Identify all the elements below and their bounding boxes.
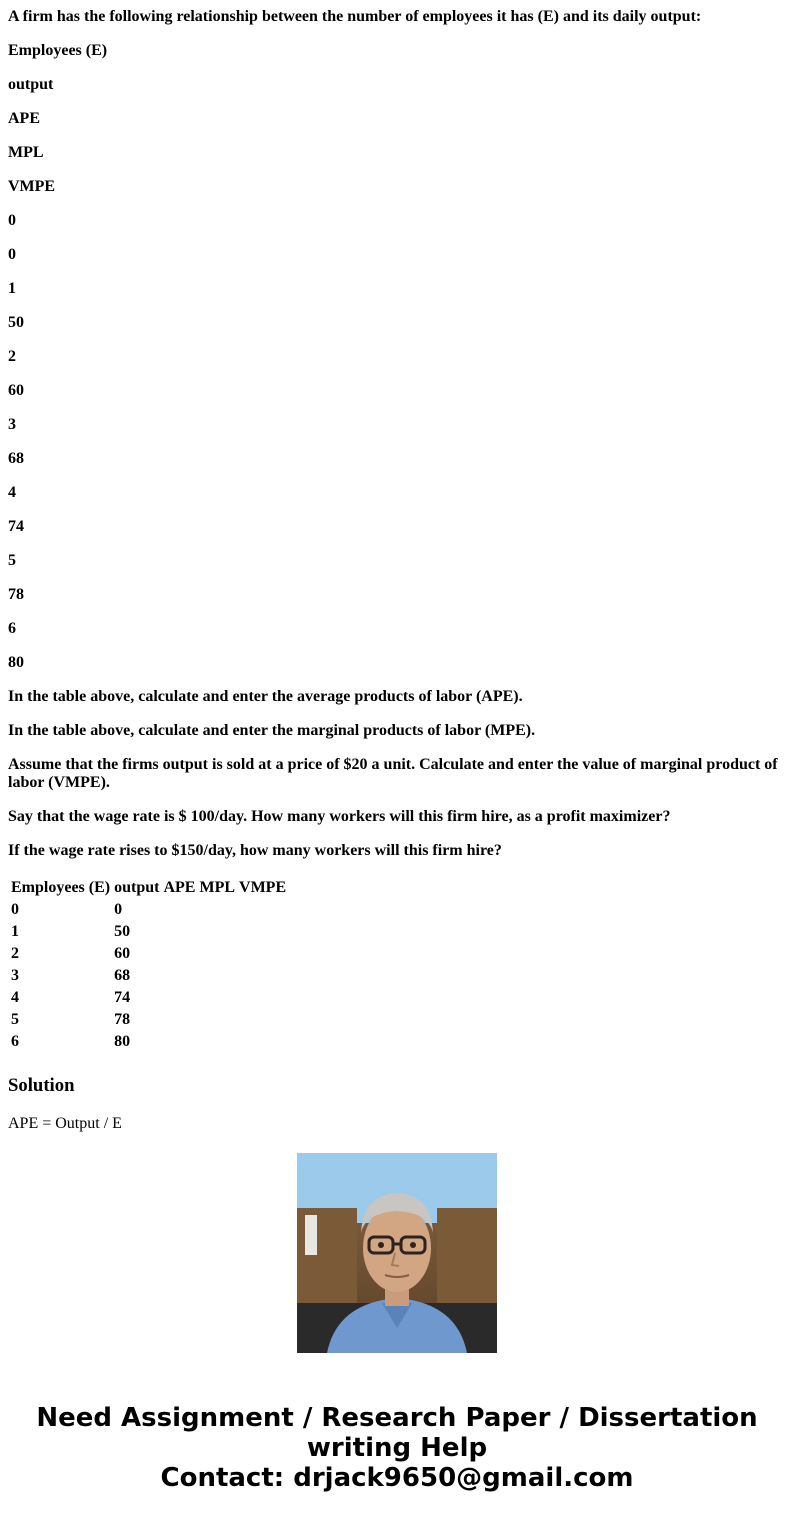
table-cell: 0	[114, 901, 123, 918]
promo-contact: Contact: drjack9650@gmail.com	[160, 1463, 634, 1493]
table-cell	[162, 988, 196, 1008]
promo-line-1: Need Assignment / Research Paper / Dissertation	[36, 1403, 758, 1433]
table-header-cell: MPL	[199, 879, 236, 896]
table-cell	[238, 1010, 287, 1030]
data-table	[8, 876, 289, 1054]
table-cell	[198, 966, 236, 986]
table-cell	[238, 1032, 287, 1052]
question-intro: A firm has the following relationship between the number of employees it has (E) and its daily output:	[8, 8, 702, 25]
table-cell	[238, 944, 287, 964]
table-cell: 3	[11, 967, 19, 984]
table-header-cell: output	[114, 879, 160, 896]
value-item: 4	[8, 484, 16, 501]
table-cell: 78	[114, 1011, 131, 1028]
avatar	[297, 1153, 497, 1353]
table-cell: 50	[114, 923, 131, 940]
value-item: 78	[8, 586, 24, 603]
table-cell	[198, 988, 236, 1008]
value-item: 2	[8, 348, 16, 365]
table-cell	[198, 944, 236, 964]
table-row	[10, 922, 287, 942]
table-cell: 5	[11, 1011, 19, 1028]
table-cell: 74	[114, 989, 131, 1006]
value-item: 1	[8, 280, 16, 297]
table-row	[10, 944, 287, 964]
value-item: 60	[8, 382, 24, 399]
table-cell: 6	[11, 1033, 19, 1050]
table-cell	[238, 966, 287, 986]
table-header-cell: Employees (E)	[11, 879, 111, 896]
value-item: 5	[8, 552, 16, 569]
table-cell: 0	[11, 901, 19, 918]
table-row	[10, 1032, 287, 1052]
table-cell	[162, 1010, 196, 1030]
task-wage-150: If the wage rate rises to $150/day, how many workers will this firm hire?	[8, 842, 502, 859]
promo-banner	[0, 1403, 794, 1493]
question-content	[8, 0, 786, 1132]
table-cell	[198, 900, 236, 920]
value-item: 0	[8, 212, 16, 229]
task-ape: In the table above, calculate and enter the average products of labor (APE).	[8, 688, 523, 705]
value-item: 50	[8, 314, 24, 331]
value-item: 68	[8, 450, 24, 467]
table-cell	[238, 922, 287, 942]
table-row	[10, 966, 287, 986]
table-header-row	[10, 878, 287, 898]
column-label-employees: Employees (E)	[8, 42, 108, 59]
table-header-cell: APE	[163, 879, 196, 896]
table-cell: 1	[11, 923, 19, 940]
table-cell: 80	[114, 1033, 131, 1050]
table-cell	[198, 1032, 236, 1052]
table-cell	[162, 944, 196, 964]
table-cell	[238, 988, 287, 1008]
table-cell	[162, 922, 196, 942]
table-cell: 68	[114, 967, 131, 984]
column-label-mpl: MPL	[8, 144, 44, 161]
table-cell	[162, 900, 196, 920]
table-cell: 4	[11, 989, 19, 1006]
value-item: 80	[8, 654, 24, 671]
table-cell: 2	[11, 945, 19, 962]
task-mpe: In the table above, calculate and enter the marginal products of labor (MPE).	[8, 722, 536, 739]
task-wage-100: Say that the wage rate is $ 100/day. How many workers will this firm hire, as a profit maximizer?	[8, 808, 671, 825]
column-label-output: output	[8, 76, 54, 93]
value-item: 74	[8, 518, 24, 535]
column-label-vmpe: VMPE	[8, 178, 56, 195]
value-item: 0	[8, 246, 16, 263]
table-cell	[198, 922, 236, 942]
promo-line-2: writing Help	[306, 1433, 488, 1463]
solution-heading: Solution	[8, 1075, 75, 1096]
table-row	[10, 900, 287, 920]
solution-text: APE = Output / E	[8, 1115, 122, 1132]
table-row	[10, 1010, 287, 1030]
column-label-ape: APE	[8, 110, 40, 127]
value-item: 3	[8, 416, 16, 433]
table-cell	[162, 1032, 196, 1052]
avatar-portrait-image	[297, 1153, 497, 1353]
task-vmpe: Assume that the firms output is sold at a price of $20 a unit. Calculate and enter the value of marginal product of labor (VMPE).	[8, 756, 778, 791]
table-row	[10, 988, 287, 1008]
table-cell: 60	[114, 945, 131, 962]
table-cell	[198, 1010, 236, 1030]
table-header-cell: VMPE	[239, 879, 287, 896]
table-cell	[162, 966, 196, 986]
table-cell	[238, 900, 287, 920]
value-item: 6	[8, 620, 16, 637]
